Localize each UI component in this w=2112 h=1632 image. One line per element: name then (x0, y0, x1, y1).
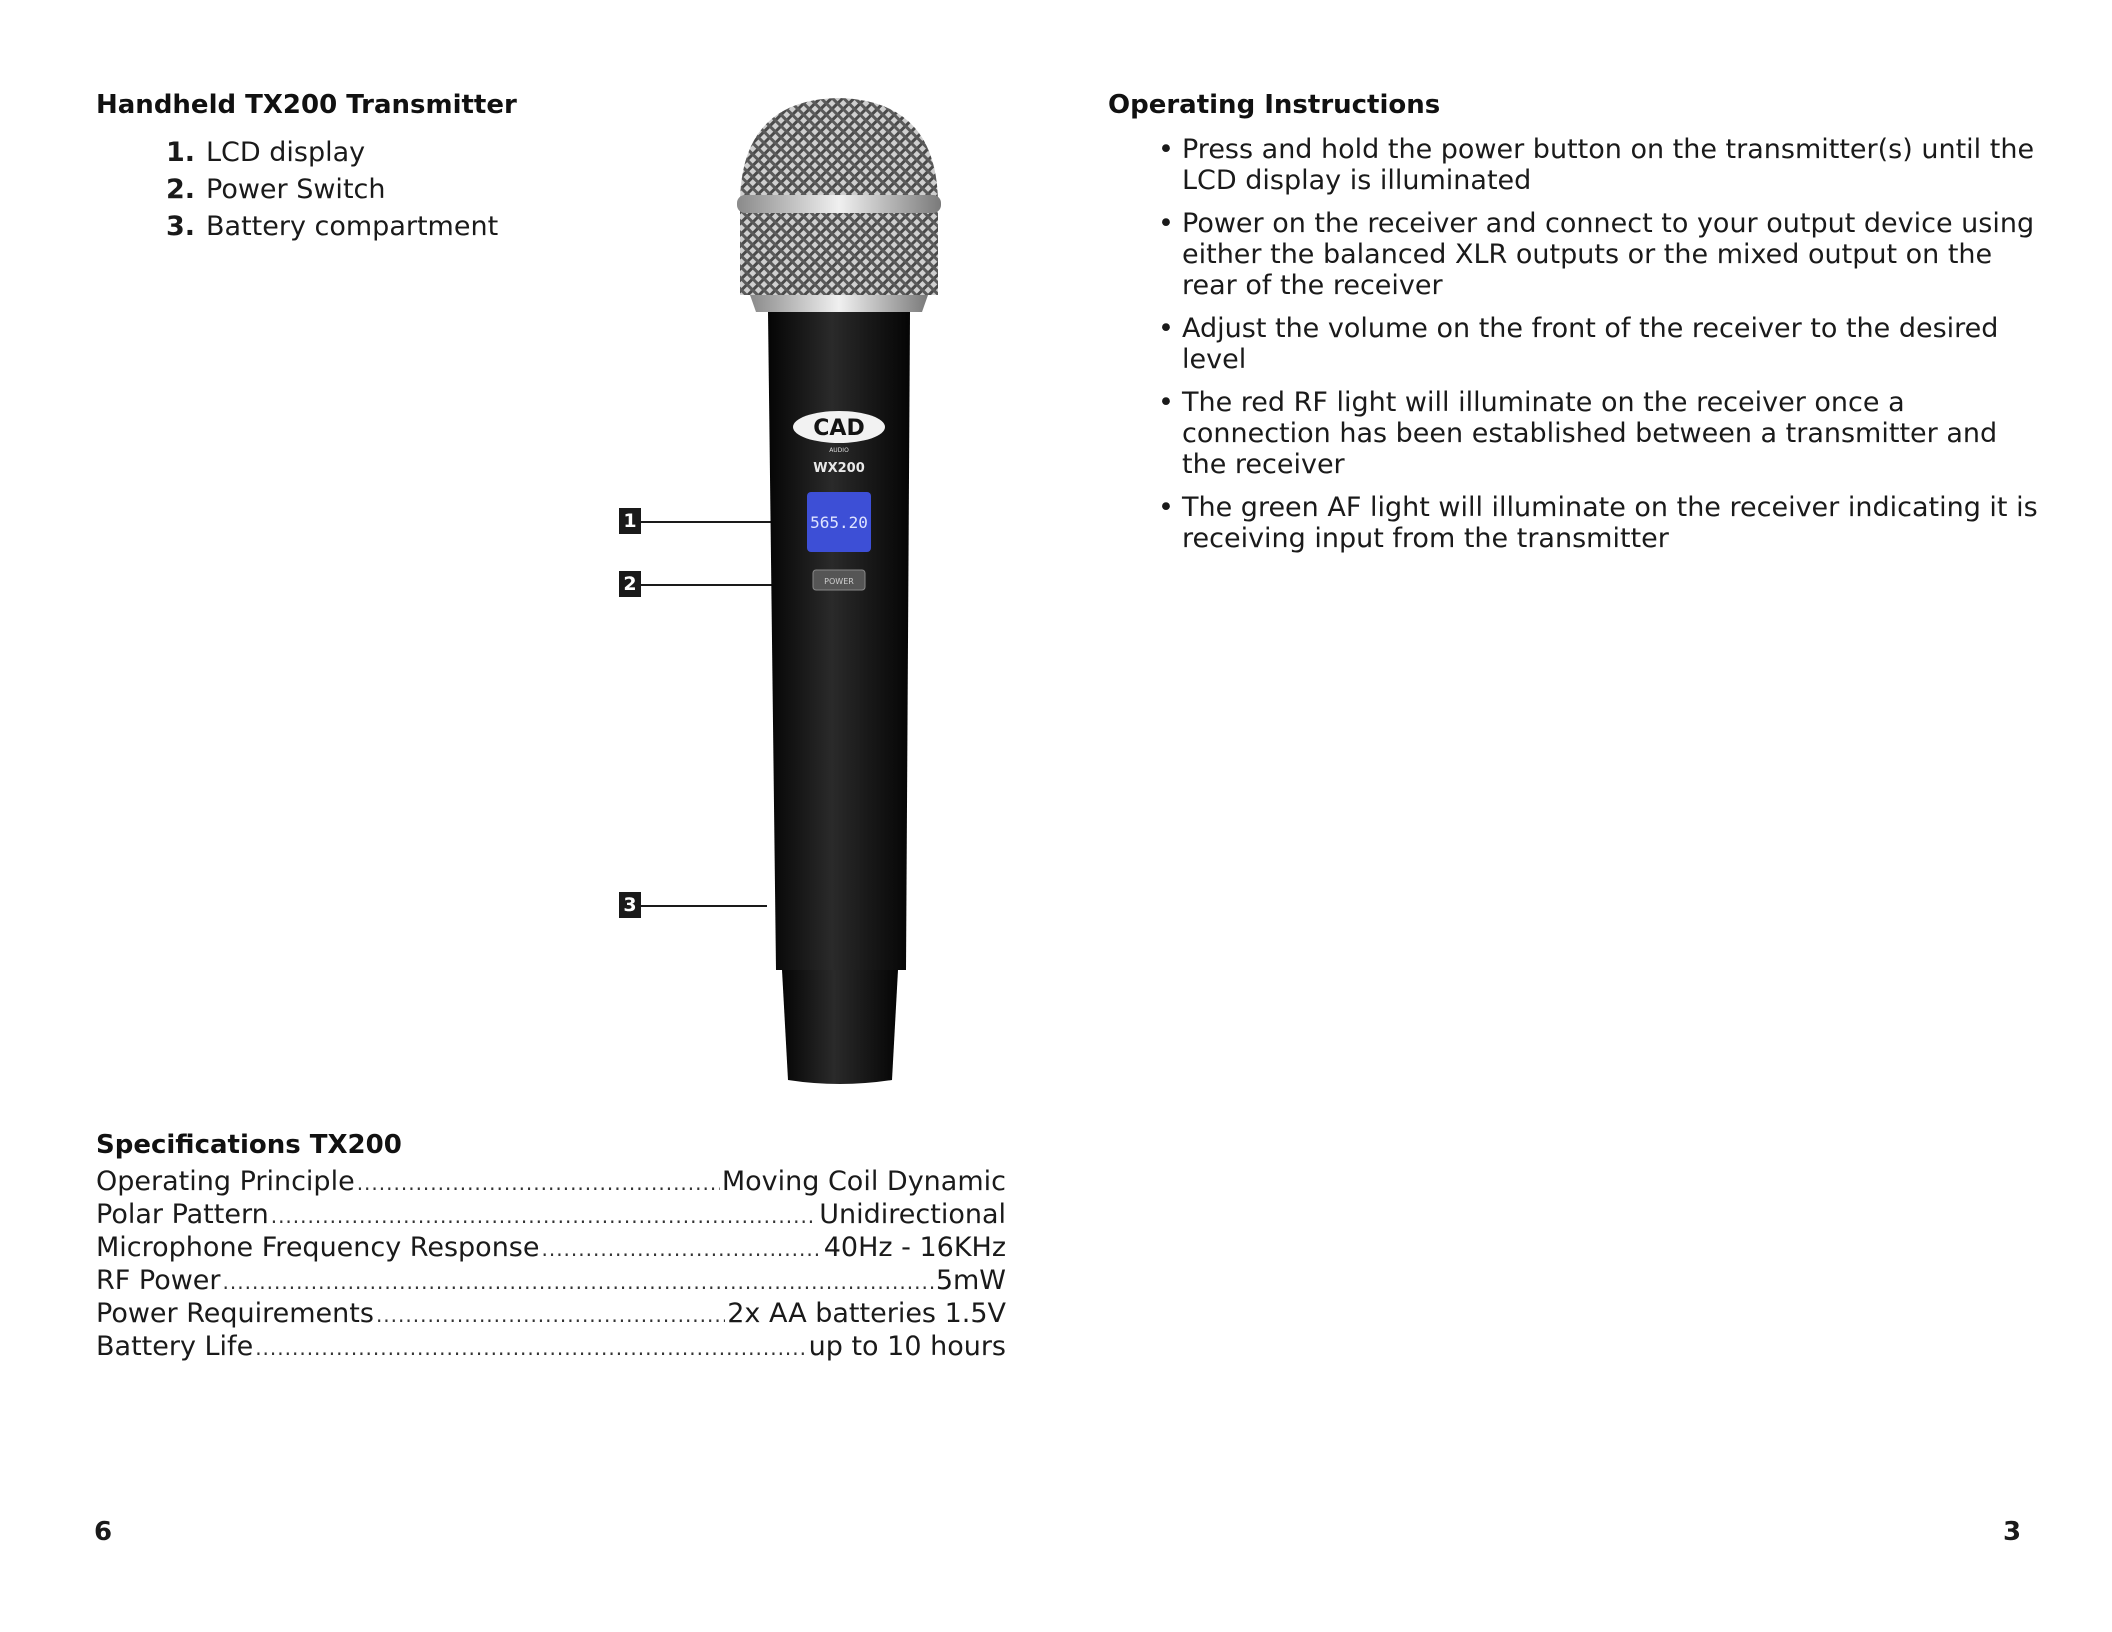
microphone-image (600, 90, 1040, 1090)
spec-name: Microphone Frequency Response (96, 1232, 540, 1263)
item-number: 3. (166, 211, 196, 242)
list-item (1158, 313, 2038, 375)
spec-value: Moving Coil Dynamic (721, 1166, 1006, 1197)
callout-2: 2 (619, 571, 641, 597)
specs-title: Specifications TX200 (96, 1130, 402, 1160)
instructions-list (1158, 134, 2038, 566)
spec-value: Unidirectional (819, 1199, 1006, 1230)
instruction-text: Adjust the volume on the front of the receiver to the desired level (1182, 313, 1999, 375)
leader-dots (223, 1267, 934, 1298)
bullet: • (1158, 134, 1174, 165)
transmitter-title: Handheld TX200 Transmitter (96, 90, 517, 120)
spec-value: 2x AA batteries 1.5V (727, 1298, 1006, 1329)
list-item (1158, 387, 2038, 480)
list-item (166, 208, 498, 245)
instruction-text: Press and hold the power button on the transmitter(s) until the LCD display is illuminated (1182, 134, 2035, 196)
list-item (1158, 134, 2038, 196)
grille-band (737, 195, 941, 213)
bullet: • (1158, 208, 1174, 239)
bullet: • (1158, 387, 1174, 418)
lcd-value: 565.20 (810, 513, 868, 532)
list-item (1158, 208, 2038, 301)
logo-text: CAD (813, 416, 865, 441)
specs-table (96, 1166, 1006, 1364)
power-label: POWER (824, 577, 854, 586)
grille-collar (750, 295, 928, 312)
bullet: • (1158, 313, 1174, 344)
leader-dots (357, 1168, 720, 1199)
leader-dots (376, 1300, 725, 1331)
item-label: Battery compartment (206, 211, 499, 242)
spec-row (96, 1265, 1006, 1298)
instruction-text: Power on the receiver and connect to your output device using either the balanced XLR outputs or the mixed output on the rear of the receiver (1182, 208, 2035, 301)
spec-row (96, 1199, 1006, 1232)
callout-3: 3 (619, 892, 641, 918)
spec-value: up to 10 hours (808, 1331, 1006, 1362)
spec-name: RF Power (96, 1265, 221, 1296)
spec-value: 5mW (935, 1265, 1006, 1296)
handle (768, 312, 910, 970)
parts-list (166, 134, 498, 245)
logo-subtext: AUDIO (829, 447, 849, 454)
spec-name: Power Requirements (96, 1298, 374, 1329)
item-number: 2. (166, 174, 196, 205)
spec-name: Operating Principle (96, 1166, 355, 1197)
spec-row (96, 1331, 1006, 1364)
spec-name: Battery Life (96, 1331, 254, 1362)
model-label: WX200 (813, 461, 865, 476)
spec-row (96, 1232, 1006, 1265)
callout-1: 1 (619, 508, 641, 534)
item-label: LCD display (206, 137, 366, 168)
instructions-title: Operating Instructions (1108, 90, 1441, 120)
item-number: 1. (166, 137, 196, 168)
leader-dots (541, 1234, 821, 1265)
leader-dots (255, 1333, 806, 1364)
page-number: 3 (2003, 1517, 2022, 1547)
list-item (166, 134, 498, 171)
list-item (1158, 492, 2038, 554)
list-item (166, 171, 498, 208)
spec-value: 40Hz - 16KHz (823, 1232, 1006, 1263)
item-label: Power Switch (206, 174, 386, 205)
battery-cap (782, 970, 898, 1084)
instruction-text: The red RF light will illuminate on the receiver once a connection has been established between a transmitter and the receiver (1182, 387, 1998, 480)
bullet: • (1158, 492, 1174, 523)
leader-dots (271, 1201, 818, 1232)
page-number: 6 (94, 1517, 113, 1547)
instruction-text: The green AF light will illuminate on the receiver indicating it is receiving input from the transmitter (1182, 492, 2038, 554)
spec-row (96, 1166, 1006, 1199)
spec-row (96, 1298, 1006, 1331)
spec-name: Polar Pattern (96, 1199, 269, 1230)
